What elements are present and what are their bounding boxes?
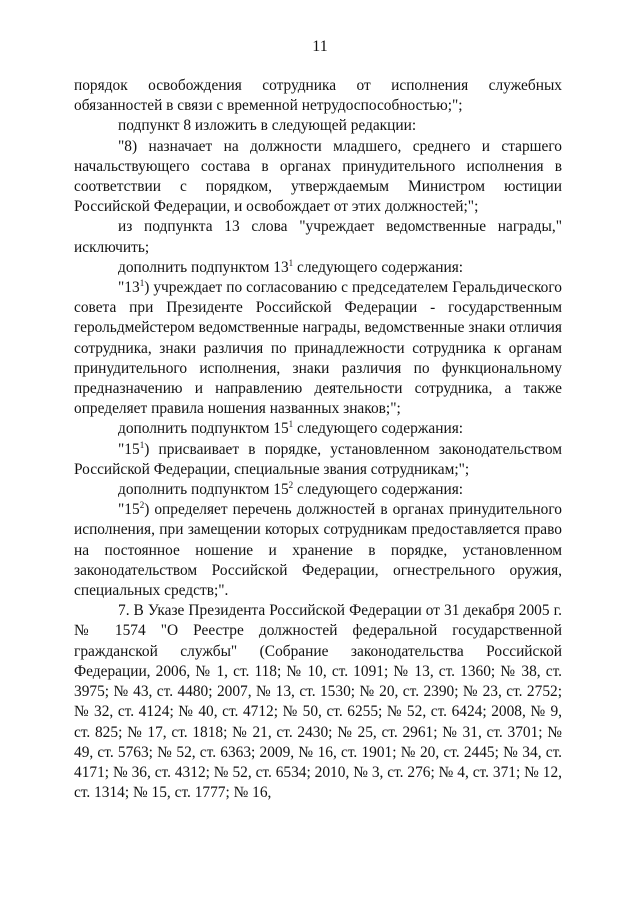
paragraph-subitem-15-2-text [74, 500, 562, 601]
superscript: 1 [288, 419, 294, 430]
paragraph-text-tail: следующего содержания: [293, 420, 464, 438]
paragraph-text: из подпункта 13 слова "учреждает ведомственные награды," исключить; [74, 218, 562, 256]
page-number: 11 [312, 38, 328, 55]
paragraph-text: 7. В Указе Президента Российской Федерации от 31 декабря 2005 г. № 1574 "О Реестре должностей федеральной государственной гражданской службы" (Собрание законодательства Российской Федерации, 2006, № 1, ст. 118; № 10, ст. 1091; № 13, ст. 1360; № 38, ст. 3975; № 43, ст. 4480; 2007, № 13, ст. 1530; № 20, ст. 2390; № 23, ст. 2752; № 32, ст. 4124; № 40, ст. 4712; № 50, ст. 6255; № 52, ст. 6424; 2008, № 9, ст. 825; № 17, ст. 1818; № 21, ст. 2430; № 25, ст. 2961; № 31, ст. 3701; № 49, ст. 5763; № 52, ст. 6363; 2009, № 16, ст. 1901; № 20, ст. 2445; № 34, ст. 4171; № 36, ст. 4312; № 52, ст. 6534; 2010, № 3, ст. 276; № 4, ст. 371; № 12, ст. 1314; № 15, ст. 1777; № 16, [74, 602, 562, 802]
paragraph-add-subitem-15-2 [74, 480, 562, 500]
paragraph-subitem-8-text [74, 137, 562, 218]
superscript: 1 [139, 277, 145, 288]
paragraph-text: "15 [118, 440, 140, 458]
paragraph-text-tail: ) учреждает по согласованию с председателем Геральдического совета при Президенте Российской Федерации - государственным герольдмейстером ведомственные награды, ведомственные знаки отличия сотрудника, знаки различия по принадлежности сотрудника к органам принудительного исполнения, знаки различия по функциональному предназначению и направлению деятельности сотрудника, а также определяет правила ношения названных знаков;"; [74, 279, 562, 418]
paragraph-text: дополнить подпунктом 15 [118, 481, 289, 499]
paragraph-text-tail: следующего содержания: [293, 258, 464, 276]
paragraph-subitem-13-1-text [74, 278, 562, 419]
paragraph-subitem-13-exclusion [74, 217, 562, 257]
paragraph-text: "15 [118, 501, 140, 519]
paragraph-text: "13 [118, 279, 140, 297]
paragraph-add-subitem-15-1 [74, 419, 562, 439]
paragraph-item-7 [74, 601, 562, 803]
paragraph-add-subitem-13-1 [74, 258, 562, 278]
document-body [74, 76, 562, 803]
paragraph-text: порядок освобождения сотрудника от исполнения служебных обязанностей в связи с временной нетрудоспособностью;"; [74, 77, 562, 115]
superscript: 2 [288, 479, 294, 490]
paragraph-text: дополнить подпунктом 15 [118, 420, 289, 438]
paragraph-amend-subitem-8 [74, 116, 562, 136]
paragraph-text-tail: ) присваивает в порядке, установленном законодательством Российской Федерации, специальные звания сотрудникам;"; [74, 440, 562, 478]
paragraph-text: "8) назначает на должности младшего, среднего и старшего начальствующего состава в органах принудительного исполнения в соответствии с порядком, утверждаемым Министром юстиции Российской Федерации, и освобождает от этих должностей;"; [74, 137, 562, 216]
paragraph-text-tail: ) определяет перечень должностей в органах принудительного исполнения, при замещении которых сотрудникам предоставляется право на постоянное ношение и хранение в порядке, установленном законодательством Российской Федерации, огнестрельного оружия, специальных средств;". [74, 501, 562, 600]
superscript: 1 [139, 439, 145, 450]
paragraph-subitem-15-1-text [74, 440, 562, 480]
paragraph-release-order [74, 76, 562, 116]
superscript: 2 [139, 500, 145, 511]
paragraph-text: подпункт 8 изложить в следующей редакции: [118, 117, 417, 135]
paragraph-text: дополнить подпунктом 13 [118, 258, 289, 276]
paragraph-text-tail: следующего содержания: [293, 481, 464, 499]
superscript: 1 [288, 257, 294, 268]
